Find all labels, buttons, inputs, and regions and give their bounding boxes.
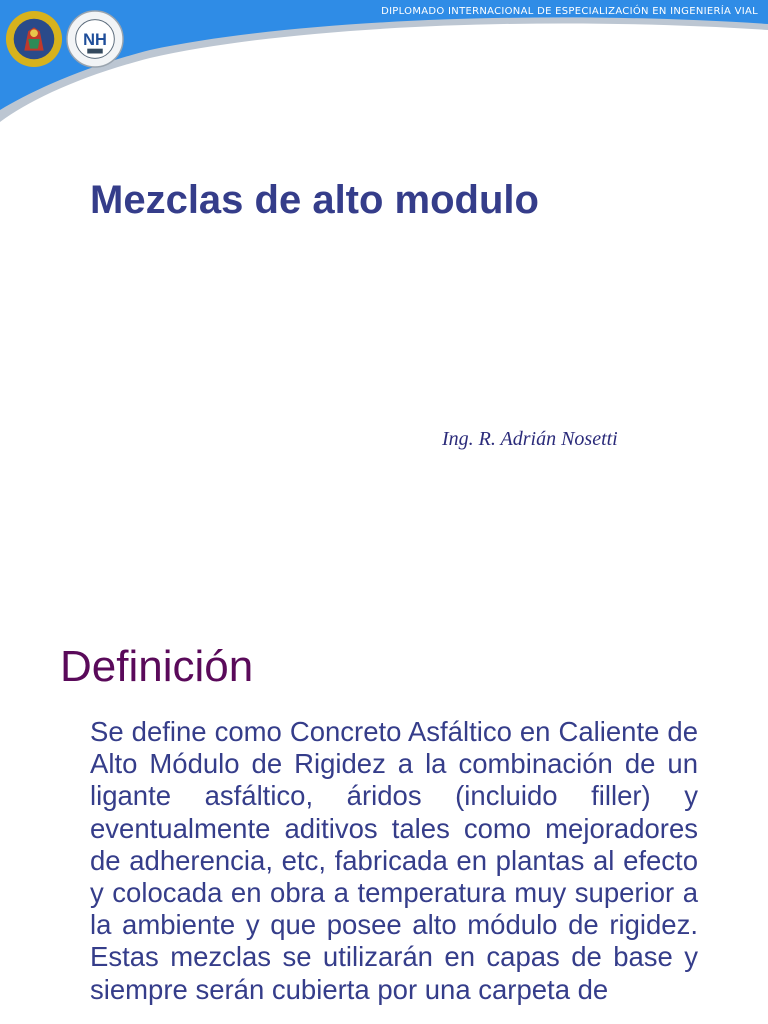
svg-text:NH: NH (83, 30, 107, 49)
slide-title: Mezclas de alto modulo (90, 178, 539, 222)
header-text: DIPLOMADO INTERNACIONAL DE ESPECIALIZACIÓN EN INGENIERÍA VIAL (381, 6, 758, 17)
nh-logo (66, 10, 124, 68)
author-name: Ing. R. Adrián Nosetti (442, 428, 618, 450)
azteca-logo (5, 10, 63, 68)
definition-text: Se define como Concreto Asfáltico en Caliente de Alto Módulo de Rigidez a la combinación de un ligante asfáltico, áridos (incluido filler) y eventualmente aditivos tales como mejoradores de adherencia, etc, fabricada en plantas al efecto y colocada en obra a temperatura muy superior a la ambiente y que posee alto módulo de rigidez. Estas mezclas se utilizarán en capas de base y siempre serán cubierta por una carpeta de (90, 716, 698, 1005)
section-heading: Definición (60, 642, 254, 691)
definition-slide (0, 620, 768, 1024)
